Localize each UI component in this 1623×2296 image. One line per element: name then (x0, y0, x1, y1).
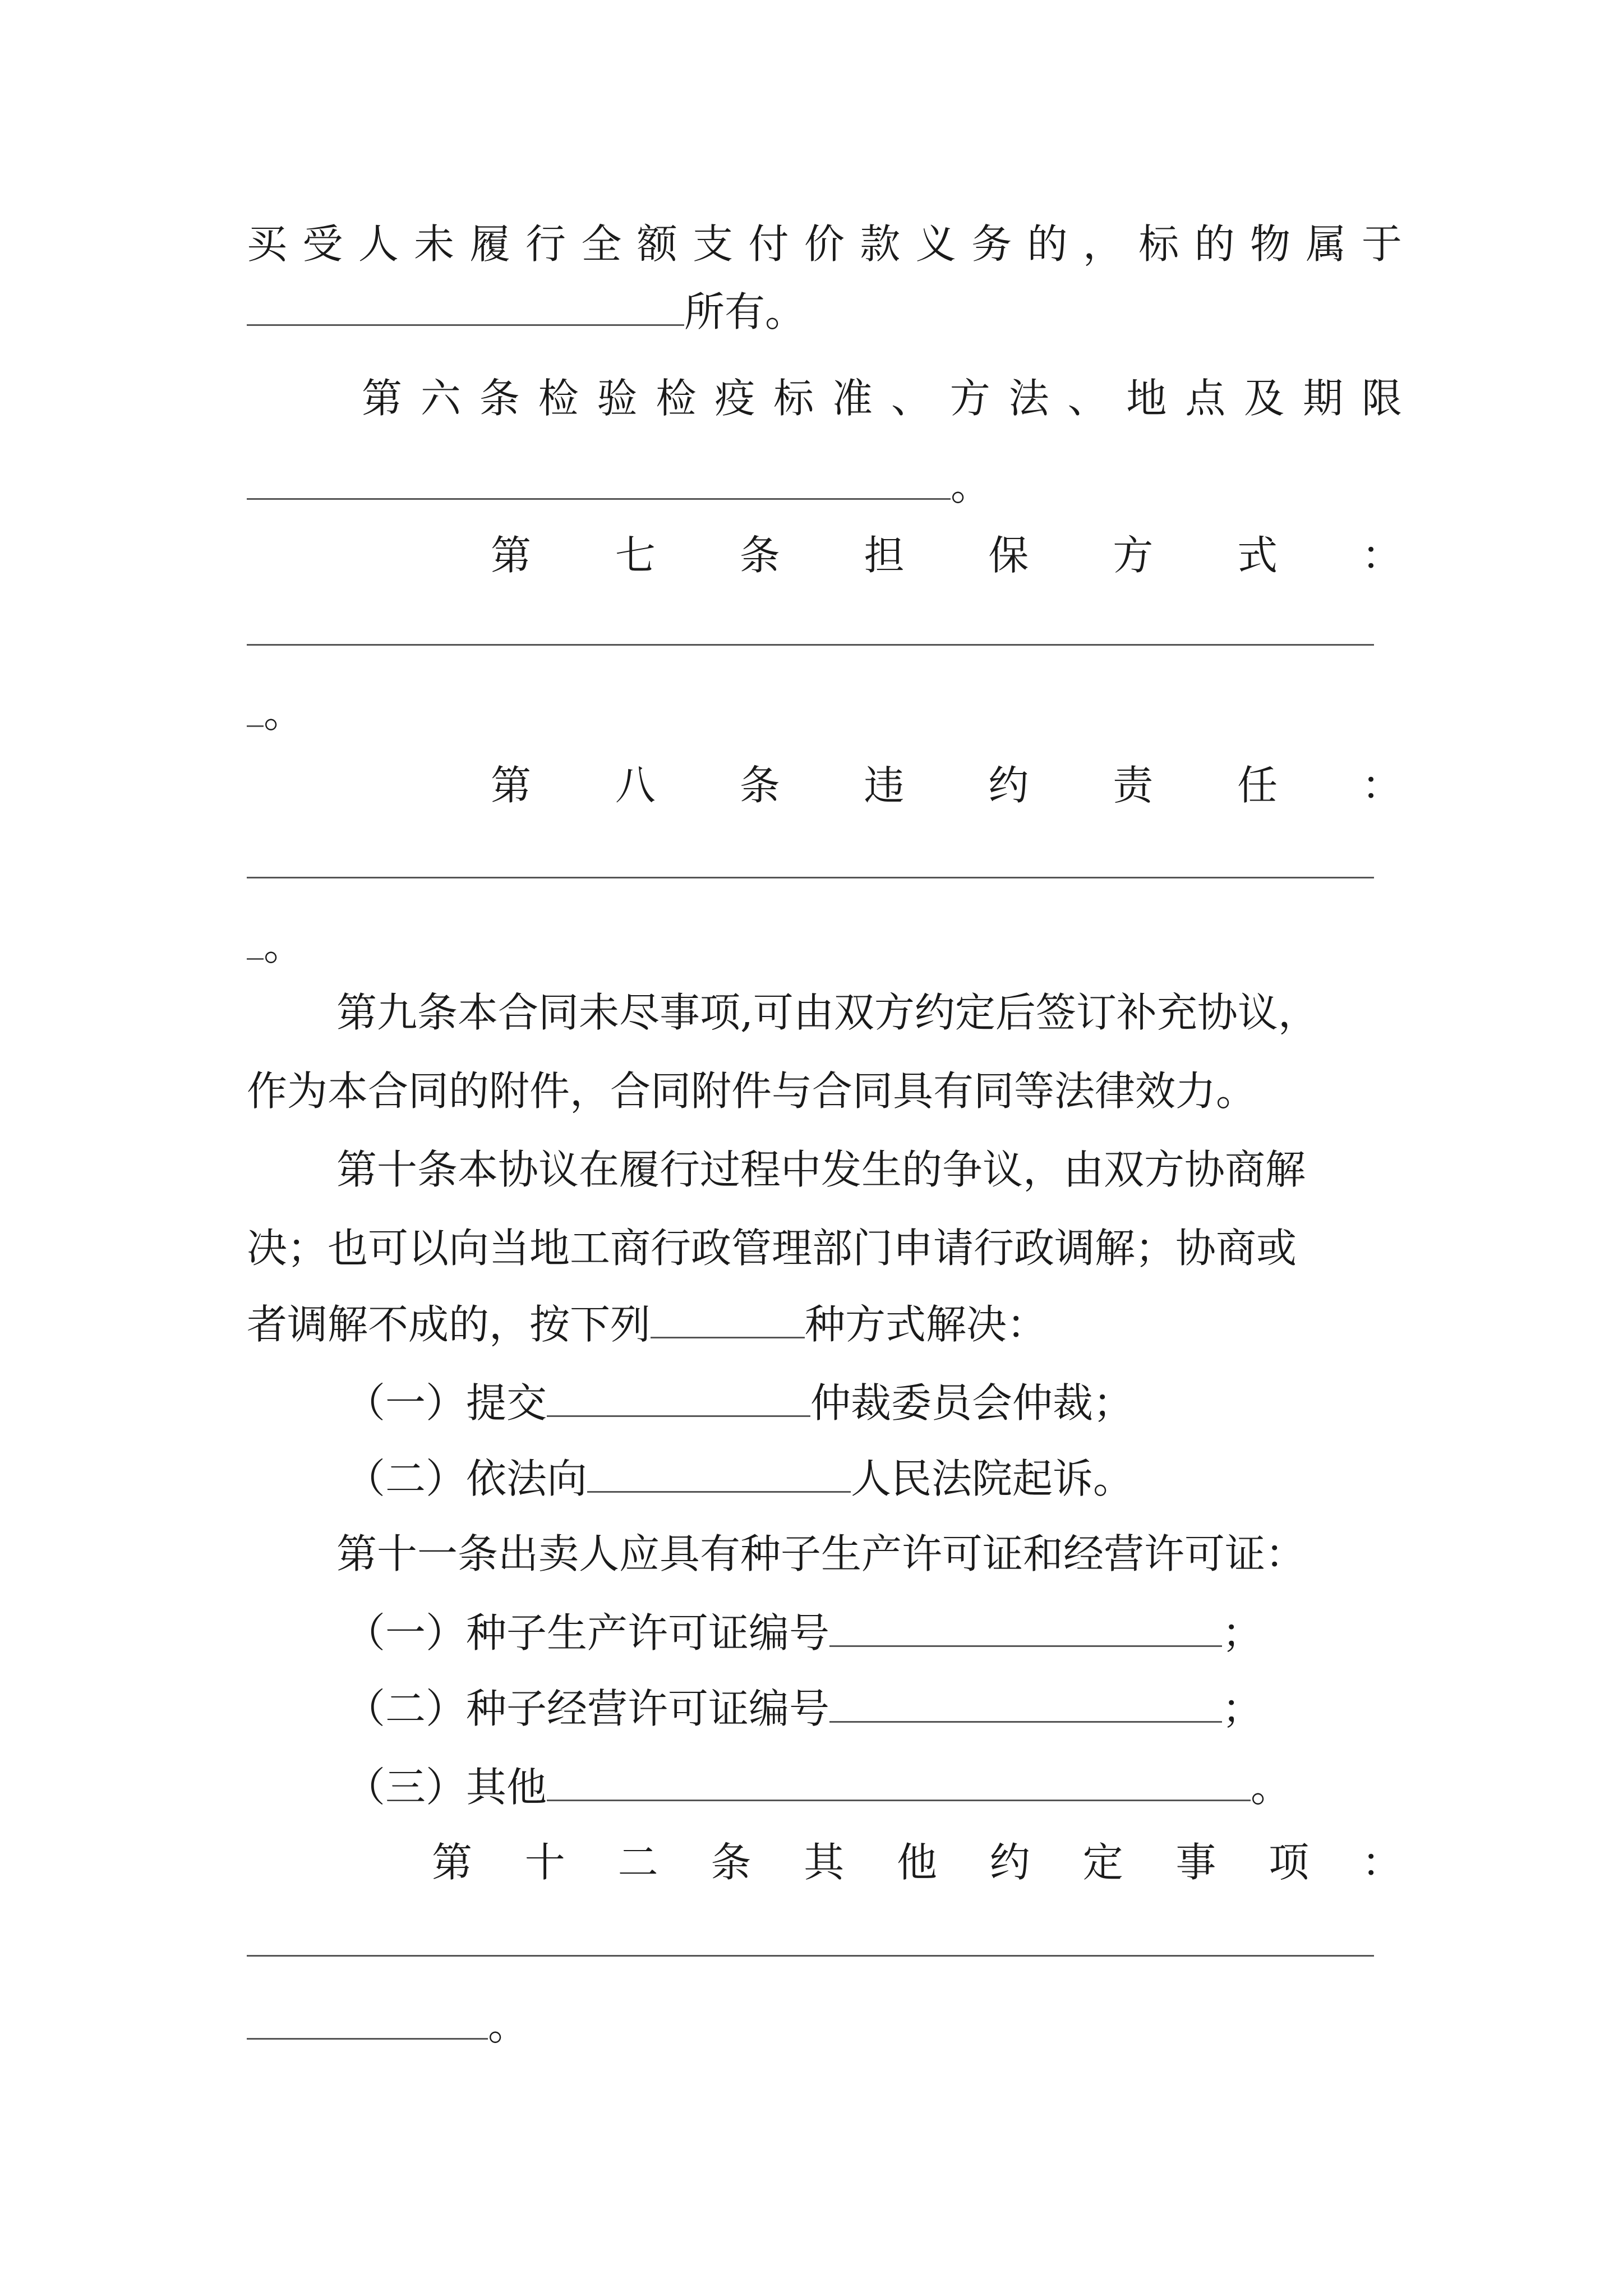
justified-char: 的 (1027, 220, 1068, 268)
justified-char: 买 (247, 220, 288, 268)
clause-6-heading (362, 367, 1402, 429)
arbitration-commission-blank[interactable] (547, 1372, 810, 1417)
justified-char: 条 (711, 1839, 751, 1886)
liability-blank-tail[interactable] (247, 914, 264, 960)
justified-char: 未 (414, 220, 455, 268)
justified-char: 式 (1237, 532, 1278, 579)
justified-char: 履 (469, 220, 510, 268)
justified-char: 的 (1194, 220, 1235, 268)
justified-char: 点 (1185, 375, 1226, 422)
clause-9-line-2: 作为本合同的附件，合同附件与合同具有同等法律效力。 (247, 1068, 1257, 1115)
justified-char: 检 (538, 375, 579, 422)
justified-char: 标 (1138, 220, 1179, 268)
clause-10-line-1: 第十条本协议在履行过程中发生的争议，由双方协商解 (336, 1146, 1306, 1193)
other-matters-blank-tail[interactable] (247, 1994, 488, 2040)
court-blank[interactable] (587, 1447, 851, 1493)
justified-char: 八 (615, 762, 656, 809)
clause-7-heading (491, 524, 1402, 586)
clause-6-blank-line: 。 (247, 454, 1402, 516)
justified-char: 标 (773, 375, 814, 422)
justified-char: 第 (491, 532, 532, 579)
justified-char: 事 (1175, 1839, 1216, 1886)
justified-char: 属 (1306, 220, 1347, 268)
justified-char: 于 (1361, 220, 1402, 268)
justified-char: 约 (988, 762, 1029, 809)
justified-char: 第 (362, 375, 403, 422)
justified-char: 方 (1113, 532, 1154, 579)
dispute-method-blank[interactable] (651, 1293, 805, 1338)
clause-5-ownership-line: 所有。 (247, 280, 1402, 342)
clause-12-end-line: 。 (247, 1994, 1402, 2056)
clause-5-continued (247, 213, 1402, 275)
justified-char: 疫 (714, 375, 755, 422)
justified-char: 验 (597, 375, 638, 422)
justified-char: 、 (891, 375, 932, 422)
justified-char: 务 (971, 220, 1012, 268)
justified-char: 价 (804, 220, 845, 268)
justified-char: 第 (432, 1839, 473, 1886)
inspection-blank[interactable] (247, 454, 951, 500)
justified-char: 十 (524, 1839, 565, 1886)
justified-char: 、 (1067, 375, 1108, 422)
other-matters-blank[interactable] (247, 1955, 1374, 1957)
justified-char: 及 (1244, 375, 1285, 422)
justified-char: 款 (860, 220, 901, 268)
justified-char: 期 (1303, 375, 1344, 422)
justified-char: 第 (491, 762, 532, 809)
clause-11-heading: 第十一条出卖人应具有种子生产许可证和经营许可证： (336, 1530, 1306, 1577)
justified-char: 责 (1113, 762, 1154, 809)
justified-char: 约 (989, 1839, 1030, 1886)
license-business: （二）种子经营许可证编号 ； (345, 1677, 1500, 1739)
justified-char: 二 (617, 1839, 658, 1886)
justified-char: ： (1361, 1839, 1402, 1886)
justified-char: 项 (1269, 1839, 1310, 1886)
justified-char: 限 (1361, 375, 1402, 422)
other-license-blank[interactable] (547, 1756, 1251, 1801)
production-license-blank[interactable] (829, 1602, 1222, 1647)
justified-char: 法 (1008, 375, 1049, 422)
clause-8-heading (491, 754, 1402, 816)
owner-blank[interactable] (247, 280, 684, 326)
clause-10-line-3: 者调解不成的，按下列 种方式解决： (247, 1293, 1402, 1355)
justified-char: 全 (581, 220, 622, 268)
license-other: （三）其他 。 (345, 1756, 1500, 1818)
clause-9-line-1: 第九条本合同未尽事项,可由双方约定后签订补充协议， (336, 989, 1318, 1036)
justified-char: 条 (479, 375, 520, 422)
justified-char: 其 (804, 1839, 845, 1886)
justified-char: ： (1361, 532, 1402, 579)
guarantee-blank-tail[interactable] (247, 682, 264, 727)
clause-7-end-line: 。 (247, 682, 1402, 743)
justified-char: 支 (693, 220, 734, 268)
liability-blank[interactable] (247, 877, 1374, 878)
justified-char: 付 (748, 220, 789, 268)
option-arbitration: （一）提交 仲裁委员会仲裁； (345, 1372, 1500, 1433)
justified-char: 方 (949, 375, 990, 422)
justified-char: 他 (896, 1839, 937, 1886)
justified-char: 担 (864, 532, 905, 579)
justified-char: 违 (864, 762, 905, 809)
option-court: （二）依法向 人民法院起诉。 (345, 1447, 1500, 1509)
justified-char: 七 (615, 532, 656, 579)
justified-char: 人 (358, 220, 399, 268)
clause-8-end-line: 。 (247, 914, 1402, 976)
justified-char: 条 (739, 532, 780, 579)
justified-char: 条 (739, 762, 780, 809)
justified-char: 检 (656, 375, 697, 422)
justified-char: 行 (525, 220, 566, 268)
justified-char: ： (1361, 762, 1402, 809)
justified-char: 地 (1126, 375, 1167, 422)
justified-char: 准 (832, 375, 873, 422)
justified-char: 定 (1082, 1839, 1123, 1886)
justified-char: 额 (637, 220, 677, 268)
justified-char: 义 (915, 220, 956, 268)
guarantee-blank[interactable] (247, 644, 1374, 646)
justified-char: 六 (420, 375, 461, 422)
clause-10-line-2: 决；也可以向当地工商行政管理部门申请行政调解；协商或 (247, 1225, 1297, 1272)
justified-char: ， (1082, 220, 1123, 268)
justified-char: 任 (1237, 762, 1278, 809)
clause-12-heading (432, 1832, 1402, 1893)
justified-char: 物 (1250, 220, 1291, 268)
justified-char: 保 (988, 532, 1029, 579)
justified-char: 受 (302, 220, 343, 268)
business-license-blank[interactable] (829, 1677, 1222, 1723)
license-production: （一）种子生产许可证编号 ； (345, 1602, 1500, 1663)
